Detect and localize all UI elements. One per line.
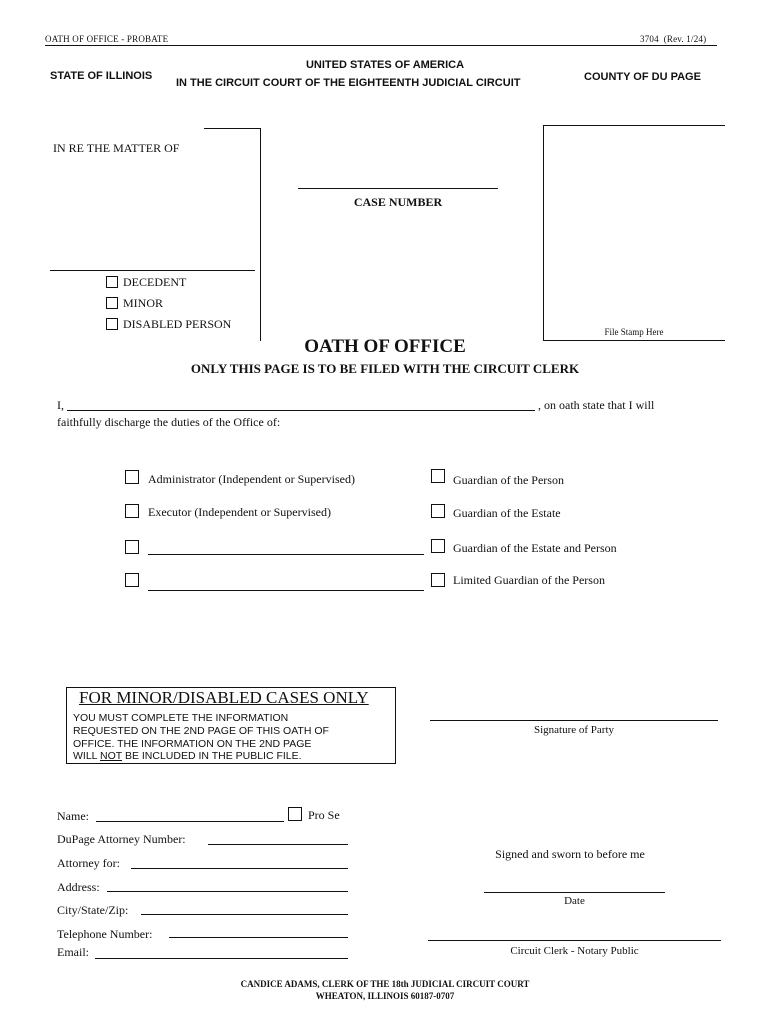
pro-se-checkbox[interactable] [288, 807, 302, 821]
footer-line-1: CANDICE ADAMS, CLERK OF THE 18th JUDICIAL CIRCUIT COURT [240, 979, 530, 989]
guardian-estate-person-checkbox[interactable] [431, 539, 445, 553]
executor-checkbox[interactable] [125, 504, 139, 518]
notice-title: FOR MINOR/DISABLED CASES ONLY [79, 688, 369, 707]
footer-line-2: WHEATON, ILLINOIS 60187-0707 [315, 991, 455, 1001]
oath-subtitle: ONLY THIS PAGE IS TO BE FILED WITH THE CIRCUIT CLERK [190, 361, 580, 376]
other-office-2-field[interactable] [148, 578, 424, 591]
date-label: Date [564, 895, 585, 907]
case-number-field[interactable] [298, 176, 498, 189]
clerk-signature-line[interactable] [428, 940, 721, 941]
notice-not: NOT [100, 750, 123, 762]
city-label: City/State/Zip: [57, 903, 129, 917]
attorney-number-label: DuPage Attorney Number: [57, 832, 186, 846]
disabled-person-checkbox[interactable] [106, 318, 118, 330]
disabled-person-label: DISABLED PERSON [123, 317, 232, 331]
matter-name-field[interactable] [50, 258, 255, 271]
notice-line-2: REQUESTED ON THE 2ND PAGE OF THIS OATH OF [73, 725, 329, 737]
name-label: Name: [57, 809, 89, 823]
header-rule [45, 45, 717, 46]
minor-checkbox[interactable] [106, 297, 118, 309]
oath-title: OATH OF OFFICE [304, 336, 466, 357]
in-re-label: IN RE THE MATTER OF [53, 141, 180, 155]
notice-line-1: YOU MUST COMPLETE THE INFORMATION [73, 712, 289, 724]
party-signature-label: Signature of Party [533, 724, 615, 736]
date-line[interactable] [484, 892, 665, 893]
file-stamp-box [543, 125, 725, 341]
form-number: 3704 (Rev. 1/24) [640, 34, 707, 44]
guardian-estate-checkbox[interactable] [431, 504, 445, 518]
guardian-estate-label: Guardian of the Estate [453, 506, 561, 520]
pro-se-label: Pro Se [308, 808, 340, 822]
oath-name-field[interactable] [67, 398, 535, 411]
email-field[interactable] [95, 946, 348, 959]
attorney-number-field[interactable] [208, 832, 348, 845]
country-heading: UNITED STATES OF AMERICA [305, 59, 465, 71]
notice-line-4-a: WILL [73, 750, 101, 762]
administrator-label: Administrator (Independent or Supervised) [148, 472, 355, 486]
case-number-label: CASE NUMBER [353, 195, 443, 209]
telephone-label: Telephone Number: [57, 927, 153, 941]
party-signature-line[interactable] [430, 720, 718, 721]
attorney-for-label: Attorney for: [57, 856, 120, 870]
email-label: Email: [57, 945, 89, 959]
notice-line-4 [73, 750, 302, 762]
state-heading: STATE OF ILLINOIS [50, 70, 153, 82]
matter-box-right [260, 128, 261, 341]
executor-label: Executor (Independent or Supervised) [148, 505, 331, 519]
decedent-checkbox[interactable] [106, 276, 118, 288]
administrator-checkbox[interactable] [125, 470, 139, 484]
sworn-label: Signed and sworn to before me [495, 847, 645, 861]
name-field[interactable] [96, 809, 284, 822]
oath-line2: faithfully discharge the duties of the Office of: [57, 415, 281, 429]
notice-line-4-b: BE INCLUDED IN THE PUBLIC FILE. [122, 750, 302, 762]
guardian-estate-person-label: Guardian of the Estate and Person [453, 541, 617, 555]
notice-line-3: OFFICE. THE INFORMATION ON THE 2ND PAGE [73, 738, 312, 750]
limited-guardian-checkbox[interactable] [431, 573, 445, 587]
oath-prefix: I, [57, 398, 64, 412]
other-office-1-field[interactable] [148, 542, 424, 555]
address-label: Address: [57, 880, 100, 894]
file-stamp-label: File Stamp Here [604, 327, 664, 337]
minor-disabled-notice [66, 687, 396, 764]
county-heading: COUNTY OF DU PAGE [584, 71, 701, 83]
guardian-person-checkbox[interactable] [431, 469, 445, 483]
clerk-label: Circuit Clerk - Notary Public [510, 945, 639, 957]
telephone-field[interactable] [169, 925, 348, 938]
attorney-for-field[interactable] [131, 856, 348, 869]
limited-guardian-label: Limited Guardian of the Person [453, 573, 605, 587]
minor-label: MINOR [123, 296, 164, 310]
oath-suffix: , on oath state that I will [538, 398, 655, 412]
city-field[interactable] [141, 902, 348, 915]
matter-box-top [204, 128, 260, 129]
decedent-label: DECEDENT [123, 275, 187, 289]
address-field[interactable] [107, 879, 348, 892]
other-office-1-checkbox[interactable] [125, 540, 139, 554]
form-title: OATH OF OFFICE - PROBATE [45, 34, 169, 44]
other-office-2-checkbox[interactable] [125, 573, 139, 587]
guardian-person-label: Guardian of the Person [453, 473, 564, 487]
court-heading: IN THE CIRCUIT COURT OF THE EIGHTEENTH JUDICIAL CIRCUIT [176, 77, 521, 89]
